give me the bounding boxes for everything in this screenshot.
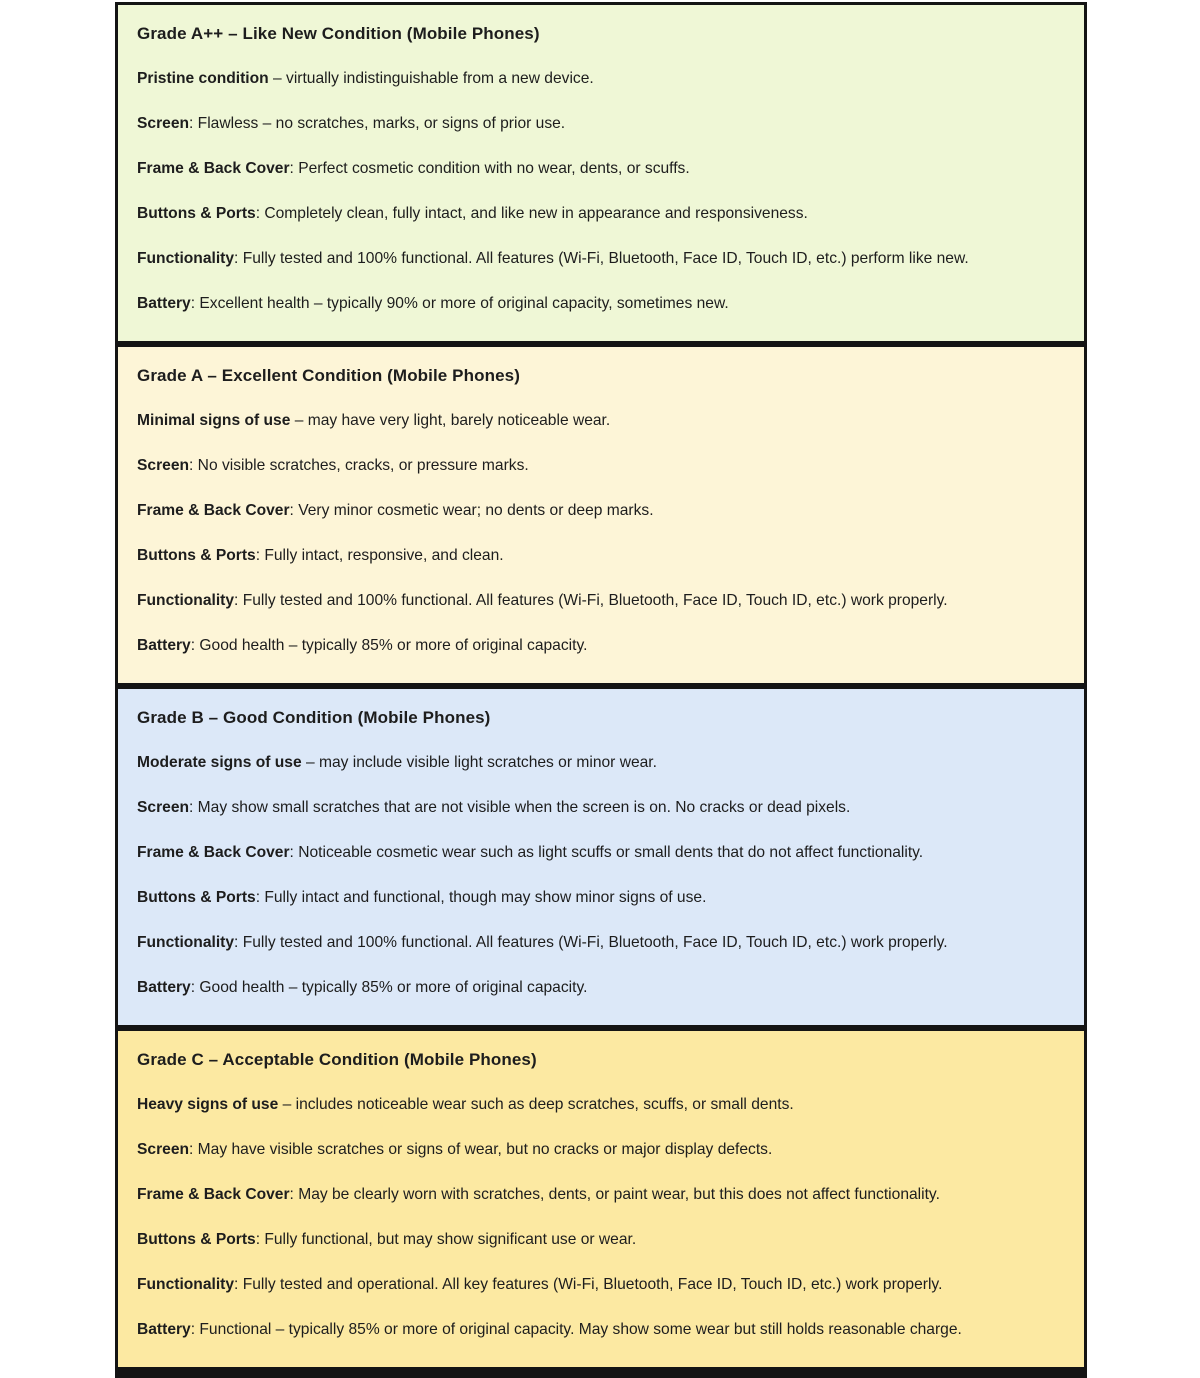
grade-line xyxy=(137,248,1065,270)
grade-line xyxy=(137,158,1065,180)
grade-line xyxy=(137,203,1065,225)
grade-line-label: Buttons & Ports xyxy=(137,205,256,222)
grade-line-text: : May have visible scratches or signs of wear, but no cracks or major display defects. xyxy=(189,1141,773,1158)
grade-line-label: Heavy signs of use xyxy=(137,1096,279,1113)
grade-line xyxy=(137,932,1065,954)
grade-line-text: : Flawless – no scratches, marks, or signs of prior use. xyxy=(189,115,566,132)
grade-line xyxy=(137,1274,1065,1296)
grade-line-text: : Fully functional, but may show significant use or wear. xyxy=(255,1231,637,1248)
grade-line-label: Frame & Back Cover xyxy=(137,502,290,519)
grade-line xyxy=(137,293,1065,315)
grade-line xyxy=(137,68,1065,90)
grade-line xyxy=(137,842,1065,864)
grade-line-label: Functionality xyxy=(137,250,235,267)
grade-line-text: : May show small scratches that are not visible when the screen is on. No cracks or dead pixels. xyxy=(189,799,851,816)
grade-line xyxy=(137,797,1065,819)
grade-line xyxy=(137,545,1065,567)
grade-line-text: – may include visible light scratches or minor wear. xyxy=(301,754,657,771)
next-card-top-border xyxy=(115,1370,1087,1378)
grade-line-label: Functionality xyxy=(137,934,235,951)
grade-line-text: – includes noticeable wear such as deep scratches, scuffs, or small dents. xyxy=(278,1096,794,1113)
grade-line-label: Functionality xyxy=(137,592,235,609)
grade-line xyxy=(137,455,1065,477)
grade-line-text: : No visible scratches, cracks, or pressure marks. xyxy=(189,457,529,474)
grade-line xyxy=(137,752,1065,774)
grade-line-text: : Good health – typically 85% or more of original capacity. xyxy=(190,637,588,654)
grade-line-label: Functionality xyxy=(137,1276,235,1293)
grade-line xyxy=(137,1229,1065,1251)
grade-line-text: : May be clearly worn with scratches, dents, or paint wear, but this does not affect functionality. xyxy=(289,1186,940,1203)
grade-line-text: : Perfect cosmetic condition with no wear, dents, or scuffs. xyxy=(289,160,690,177)
grade-line-text: : Fully intact, responsive, and clean. xyxy=(255,547,504,564)
grade-a-plus-plus-card xyxy=(115,2,1087,344)
grade-line-label: Screen xyxy=(137,799,190,816)
grade-line-text: : Good health – typically 85% or more of original capacity. xyxy=(190,979,588,996)
grade-line xyxy=(137,1139,1065,1161)
grade-line xyxy=(137,1184,1065,1206)
grade-c-card xyxy=(115,1028,1087,1370)
grade-line-text: : Fully tested and operational. All key features (Wi-Fi, Bluetooth, Face ID, Touch ID, etc.) work properly. xyxy=(234,1276,943,1293)
grade-line-label: Frame & Back Cover xyxy=(137,160,290,177)
grade-card-title: Grade B – Good Condition (Mobile Phones) xyxy=(137,708,491,727)
grade-line xyxy=(137,1319,1065,1341)
grade-line-label: Battery xyxy=(137,1321,191,1338)
grade-line-label: Moderate signs of use xyxy=(137,754,302,771)
grade-line-text: – may have very light, barely noticeable wear. xyxy=(290,412,611,429)
grade-card-title: Grade A – Excellent Condition (Mobile Phones) xyxy=(137,366,520,385)
grade-line-text: – virtually indistinguishable from a new device. xyxy=(268,70,594,87)
grade-line xyxy=(137,977,1065,999)
grade-line-text: : Fully tested and 100% functional. All features (Wi-Fi, Bluetooth, Face ID, Touch ID, etc.) work properly. xyxy=(234,934,948,951)
grade-line-label: Minimal signs of use xyxy=(137,412,291,429)
grade-line-text: : Fully tested and 100% functional. All features (Wi-Fi, Bluetooth, Face ID, Touch ID, etc.) work properly. xyxy=(234,592,948,609)
grade-card-title: Grade C – Acceptable Condition (Mobile Phones) xyxy=(137,1050,537,1069)
grade-line-text: : Fully intact and functional, though may show minor signs of use. xyxy=(255,889,707,906)
grade-line-label: Battery xyxy=(137,979,191,996)
grade-line-label: Pristine condition xyxy=(137,70,269,87)
grade-line-text: : Noticeable cosmetic wear such as light scuffs or small dents that do not affect functionality. xyxy=(289,844,924,861)
grade-line-text: : Excellent health – typically 90% or more of original capacity, sometimes new. xyxy=(190,295,729,312)
grade-line-label: Buttons & Ports xyxy=(137,889,256,906)
grade-line-text: : Functional – typically 85% or more of original capacity. May show some wear but still holds reasonable charge. xyxy=(190,1321,962,1338)
grading-document xyxy=(115,2,1087,1378)
grade-line-label: Buttons & Ports xyxy=(137,547,256,564)
grade-line-label: Screen xyxy=(137,457,190,474)
grade-line-label: Buttons & Ports xyxy=(137,1231,256,1248)
grade-line-label: Frame & Back Cover xyxy=(137,844,290,861)
grade-line xyxy=(137,500,1065,522)
grade-a-card xyxy=(115,344,1087,686)
grade-line-label: Battery xyxy=(137,295,191,312)
grade-line xyxy=(137,1094,1065,1116)
grade-b-card xyxy=(115,686,1087,1028)
grade-line-label: Screen xyxy=(137,115,190,132)
grade-line xyxy=(137,590,1065,612)
grade-line-text: : Fully tested and 100% functional. All features (Wi-Fi, Bluetooth, Face ID, Touch ID, etc.) perform like new. xyxy=(234,250,969,267)
grade-line-label: Battery xyxy=(137,637,191,654)
grade-line xyxy=(137,887,1065,909)
grade-line xyxy=(137,410,1065,432)
grade-line-label: Screen xyxy=(137,1141,190,1158)
grade-line-text: : Completely clean, fully intact, and like new in appearance and responsiveness. xyxy=(255,205,808,222)
grade-line xyxy=(137,113,1065,135)
grade-line xyxy=(137,635,1065,657)
grade-card-title: Grade A++ – Like New Condition (Mobile Phones) xyxy=(137,24,540,43)
grade-line-label: Frame & Back Cover xyxy=(137,1186,290,1203)
grade-line-text: : Very minor cosmetic wear; no dents or deep marks. xyxy=(289,502,654,519)
